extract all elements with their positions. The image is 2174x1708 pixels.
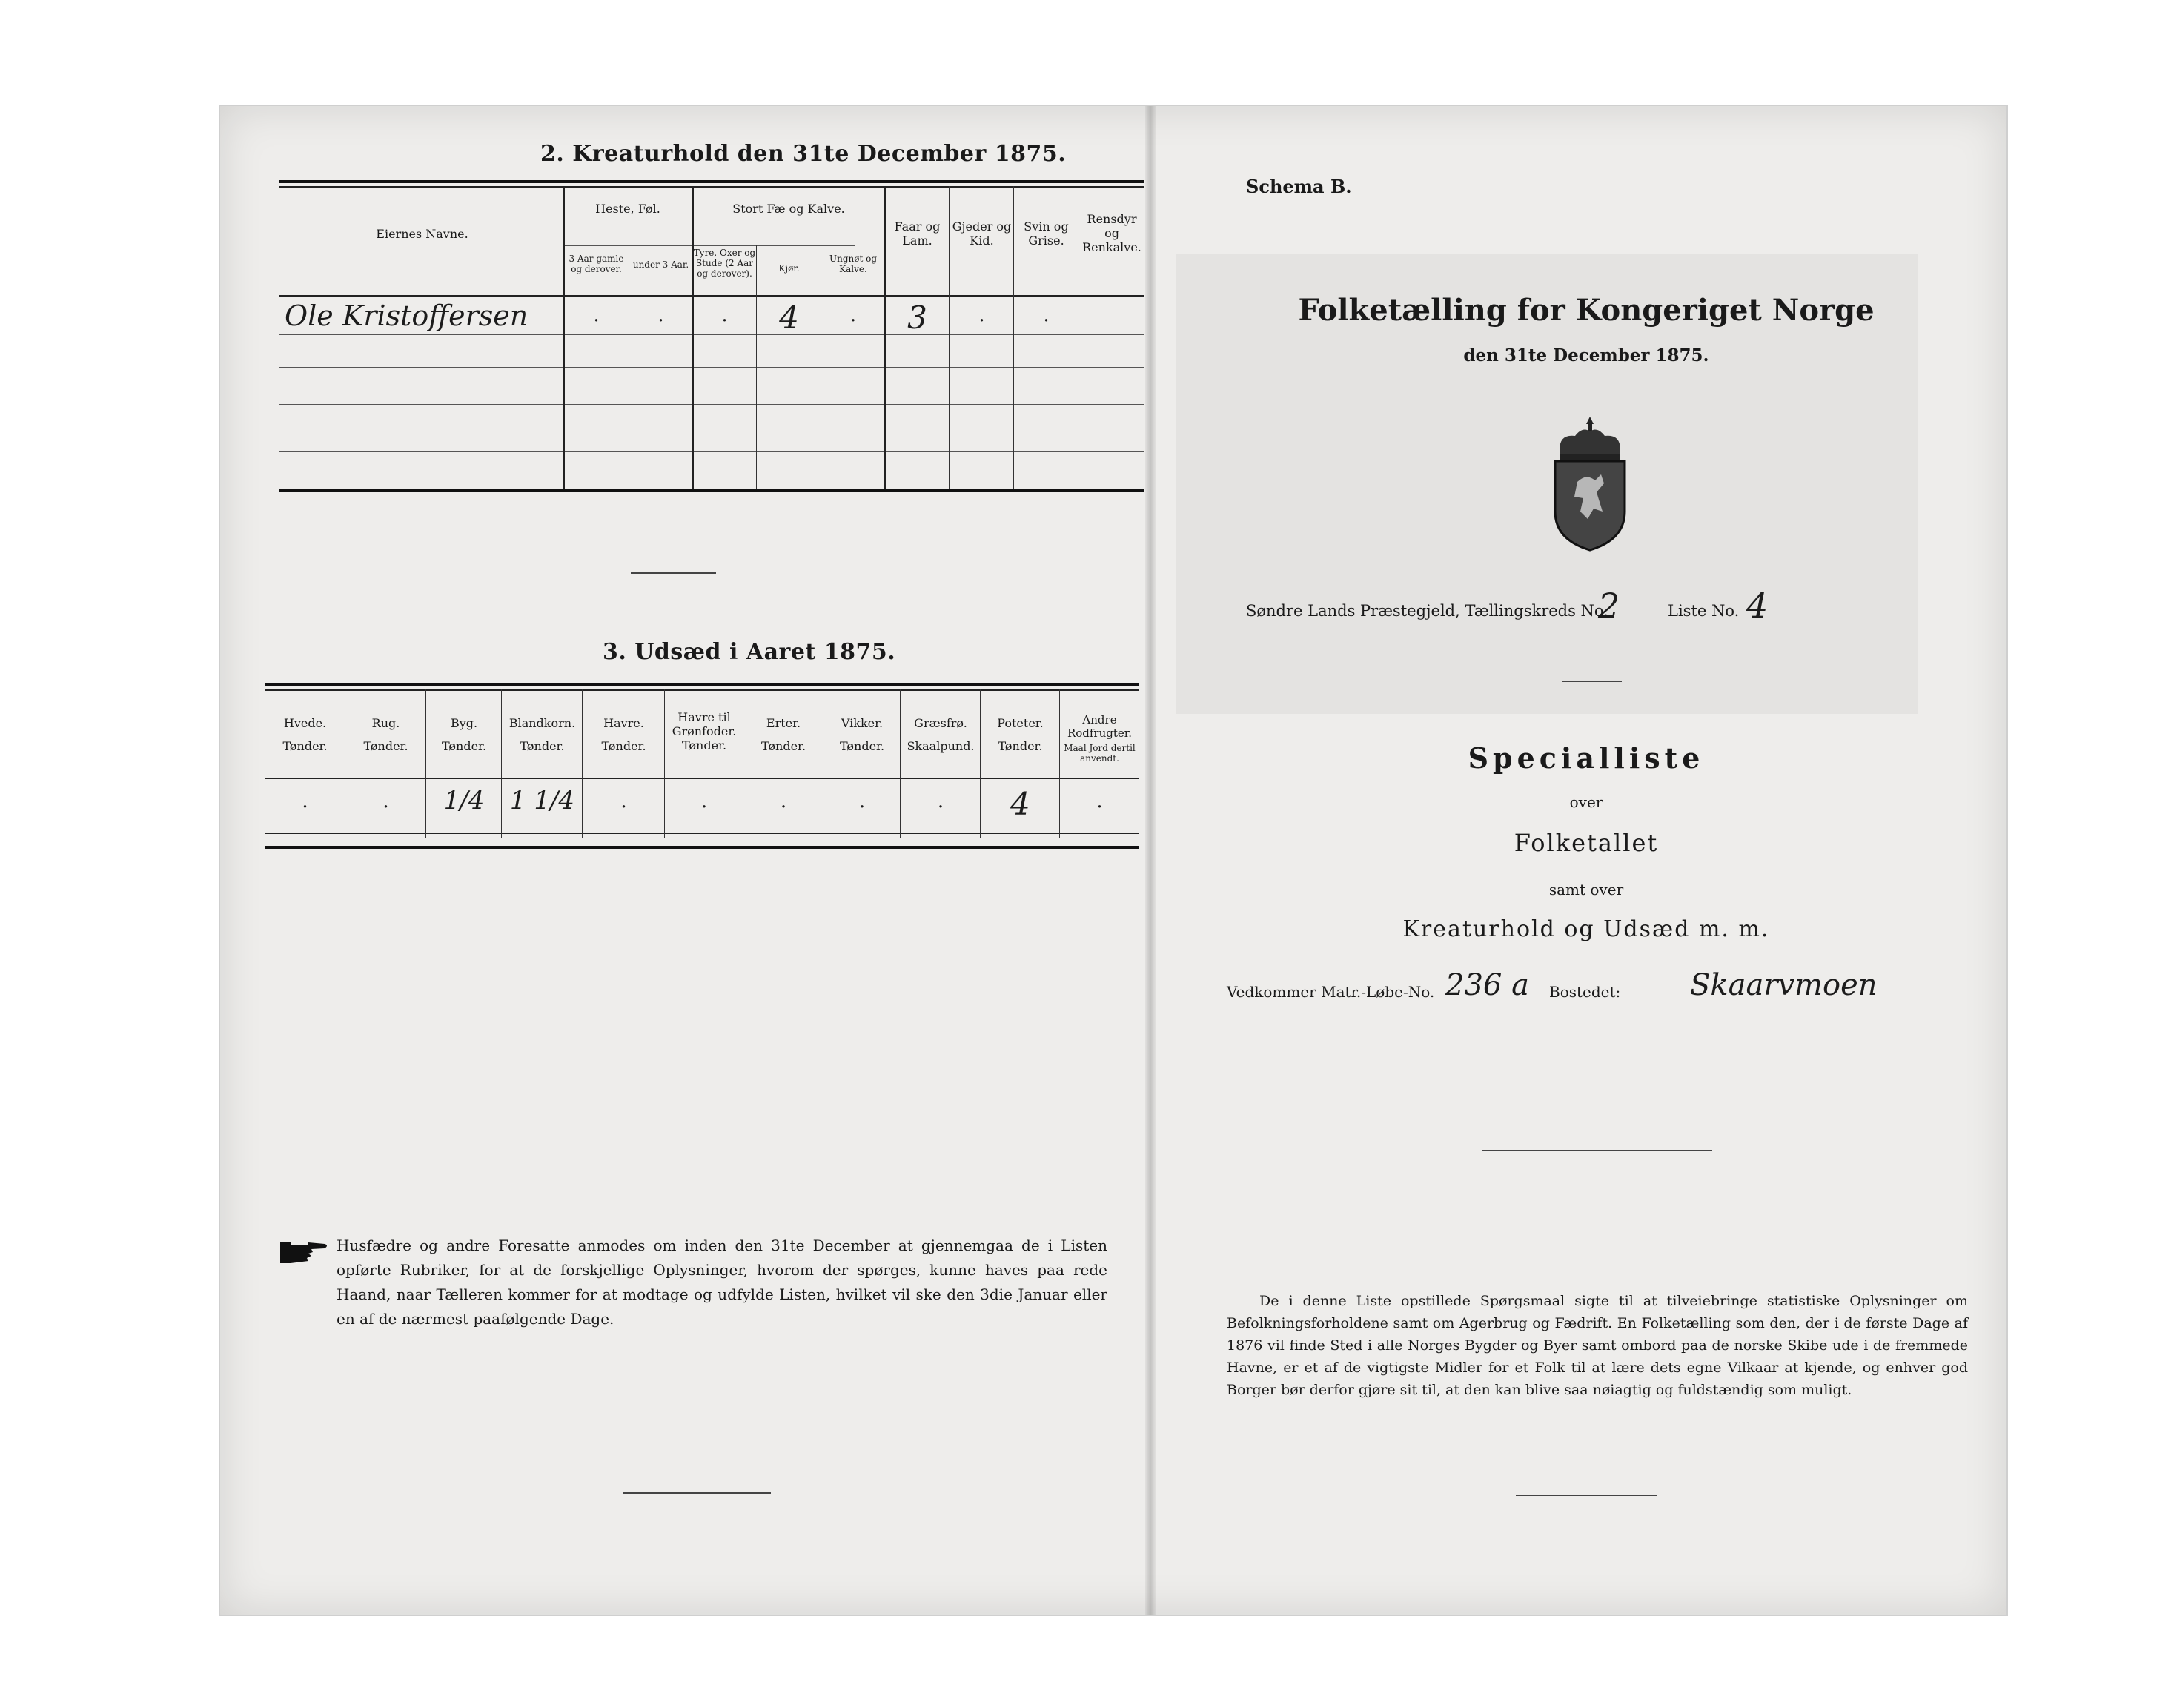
seed-val-6: . <box>700 790 708 812</box>
coat-of-arms-icon <box>1542 415 1638 552</box>
seed-val-3: 1/4 <box>443 786 485 815</box>
main-title: Folketælling for Kongeriget Norge <box>1298 293 1875 328</box>
section2-title: 2. Kreaturhold den 31te December 1875. <box>540 141 1067 167</box>
seed-col-6: Havre til Grønfoder. Tønder. <box>672 710 737 752</box>
table2-vline-5 <box>664 689 665 838</box>
table2-vline-2 <box>425 689 426 838</box>
pointing-hand-icon <box>279 1238 331 1268</box>
kreaturhold-heading: Kreaturhold og Udsæd m. m. <box>1402 916 1770 942</box>
section3-title: 3. Udsæd i Aaret 1875. <box>603 639 896 665</box>
table2-header-bottom <box>265 778 1139 779</box>
seed-val-10: 4 <box>1010 786 1030 822</box>
seed-val-9: . <box>937 790 944 812</box>
bottom-paragraph: De i denne Liste opstillede Spørgsmaal sigte til at tilveiebringe statistiske Oplysninger om Befolkningsforholdene samt om Agerbrug og Fædrift. En Folketælling som den, der i de første Dage af 1876 vil finde Sted i alle Norges Bygder og Byer samt ombord paa de norske Skibe ude i de fremmede Havne, er et af de vigtigste Midler for et Folk til at lære dets egne Vilkaar at kjende, og enhver god Borger bør derfor gjøre sit til, at den kan blive saa nøiagtig og fuldstændig som muligt. <box>1227 1293 1968 1398</box>
bosted-label: Bostedet: <box>1549 983 1621 1001</box>
parish-label: Søndre Lands Præstegjeld, Tællingskreds No. <box>1246 602 1608 620</box>
header-bulls: Tyre, Oxer og Stude (2 Aar og derover). <box>693 248 756 279</box>
divider-dash-bottom <box>623 1492 771 1494</box>
matr-value: 236 a <box>1445 968 1529 1002</box>
seed-col-5: Havre. Tønder. <box>601 716 646 753</box>
specialliste-heading: Specialliste <box>1468 741 1705 775</box>
header-horse-old: 3 Aar gamle og derover. <box>569 254 624 274</box>
header-young-cattle: Ungnøt og Kalve. <box>829 254 878 274</box>
table1-row3-bottom <box>279 404 1144 405</box>
cell-horse-young: . <box>657 304 664 326</box>
folketallet-heading: Folketallet <box>1514 829 1659 857</box>
table1-top-rule-2 <box>279 186 1144 188</box>
cell-sheep: 3 <box>907 299 927 336</box>
header-reindeer: Rensdyr og Renkalve. <box>1082 212 1141 254</box>
seed-val-8: . <box>858 790 866 812</box>
divider-right-1 <box>1562 681 1622 682</box>
header-horse-young: under 3 Aar. <box>632 259 689 270</box>
table1-vline-owner <box>563 186 565 489</box>
table2-vline-9 <box>980 689 981 838</box>
divider-dash <box>631 572 716 574</box>
table1-row2-bottom <box>279 367 1144 368</box>
header-sheep: Faar og Lam. <box>894 219 941 248</box>
seed-col-9: Græsfrø. Skaalpund. <box>907 716 975 753</box>
bosted-value: Skaarvmoen <box>1690 968 1878 1002</box>
seed-val-1: . <box>302 790 308 812</box>
table2-vline-8 <box>900 689 901 838</box>
cell-goats: . <box>978 304 985 326</box>
table1-row4-bottom <box>279 451 1144 452</box>
table2-row-bottom <box>265 833 1139 834</box>
samt-over-text: samt over <box>1548 881 1624 898</box>
table2-vline-3 <box>501 689 502 838</box>
cell-bulls: . <box>721 304 728 326</box>
date-line: den 31te December 1875. <box>1463 345 1709 365</box>
seed-val-4: 1 1/4 <box>509 786 575 815</box>
matr-label: Vedkommer Matr.-Løbe-No. <box>1227 983 1435 1001</box>
header-owner: Eiernes Navne. <box>376 227 468 241</box>
header-goats: Gjeder og Kid. <box>952 219 1012 248</box>
table1-vline-pigs <box>1013 186 1014 489</box>
table1-header-bottom <box>279 295 1144 297</box>
seed-col-11: Andre Rodfrugter. Maal Jord dertil anvendt. <box>1064 713 1136 764</box>
owner-name: Ole Kristoffersen <box>285 299 528 332</box>
cell-pigs: . <box>1043 304 1050 326</box>
seed-col-10: Poteter. Tønder. <box>997 716 1044 753</box>
table2-vline-4 <box>582 689 583 838</box>
cell-horse-old: . <box>593 304 600 326</box>
liste-number: 4 <box>1746 586 1769 626</box>
schema-label: Schema B. <box>1246 176 1352 197</box>
seed-col-4: Blandkorn. Tønder. <box>508 716 576 753</box>
seed-col-1: Hvede. Tønder. <box>282 716 328 753</box>
header-cows: Kjør. <box>778 263 800 274</box>
header-horses: Heste, Føl. <box>595 202 660 216</box>
table1-vline-cattle <box>692 186 694 489</box>
table1-top-rule <box>279 180 1144 183</box>
notice-text: Husfædre og andre Foresatte anmodes om inden den 31te December at gjennemgaa de i Listen opførte Rubriker, for at de forskjellige Oplysninger, hvorom der spørges, kunne haves paa rede Haand, naar Tælleren kommer for at modtage og udfylde Listen, hvilket vil ske den 3die Januar eller en af de nærmest paafølgende Dage. <box>337 1237 1107 1328</box>
table2-top-rule-2 <box>265 689 1139 691</box>
seed-val-2: . <box>382 790 389 812</box>
table1-bottom-rule <box>279 489 1144 492</box>
header-cattle: Stort Fæ og Kalve. <box>732 202 845 216</box>
seed-val-11: . <box>1096 790 1103 812</box>
table2-vline-10 <box>1059 689 1060 838</box>
divider-right-2 <box>1482 1150 1712 1151</box>
table2-bottom-rule <box>265 846 1139 849</box>
kreds-number: 2 <box>1598 586 1620 626</box>
seed-val-5: . <box>620 790 627 812</box>
liste-label: Liste No. <box>1668 602 1740 620</box>
header-pigs: Svin og Grise. <box>1024 219 1069 248</box>
cell-cows: 4 <box>779 299 799 336</box>
seed-col-8: Vikker. Tønder. <box>839 716 885 753</box>
table1-row1-bottom <box>279 334 1144 335</box>
over-text: over <box>1569 793 1603 811</box>
seed-col-2: Rug. Tønder. <box>363 716 408 753</box>
table1-vline-goats <box>949 186 950 489</box>
table1-vline-bulls <box>756 245 757 489</box>
seed-col-3: Byg. Tønder. <box>441 716 487 753</box>
page-fold <box>1145 106 1156 1615</box>
table2-top-rule <box>265 683 1139 686</box>
divider-right-3 <box>1516 1494 1657 1496</box>
cell-young-cattle: . <box>849 304 857 326</box>
seed-col-7: Erter. Tønder. <box>760 716 806 753</box>
table1-subheader-rule <box>564 245 855 246</box>
seed-val-7: . <box>780 790 787 812</box>
